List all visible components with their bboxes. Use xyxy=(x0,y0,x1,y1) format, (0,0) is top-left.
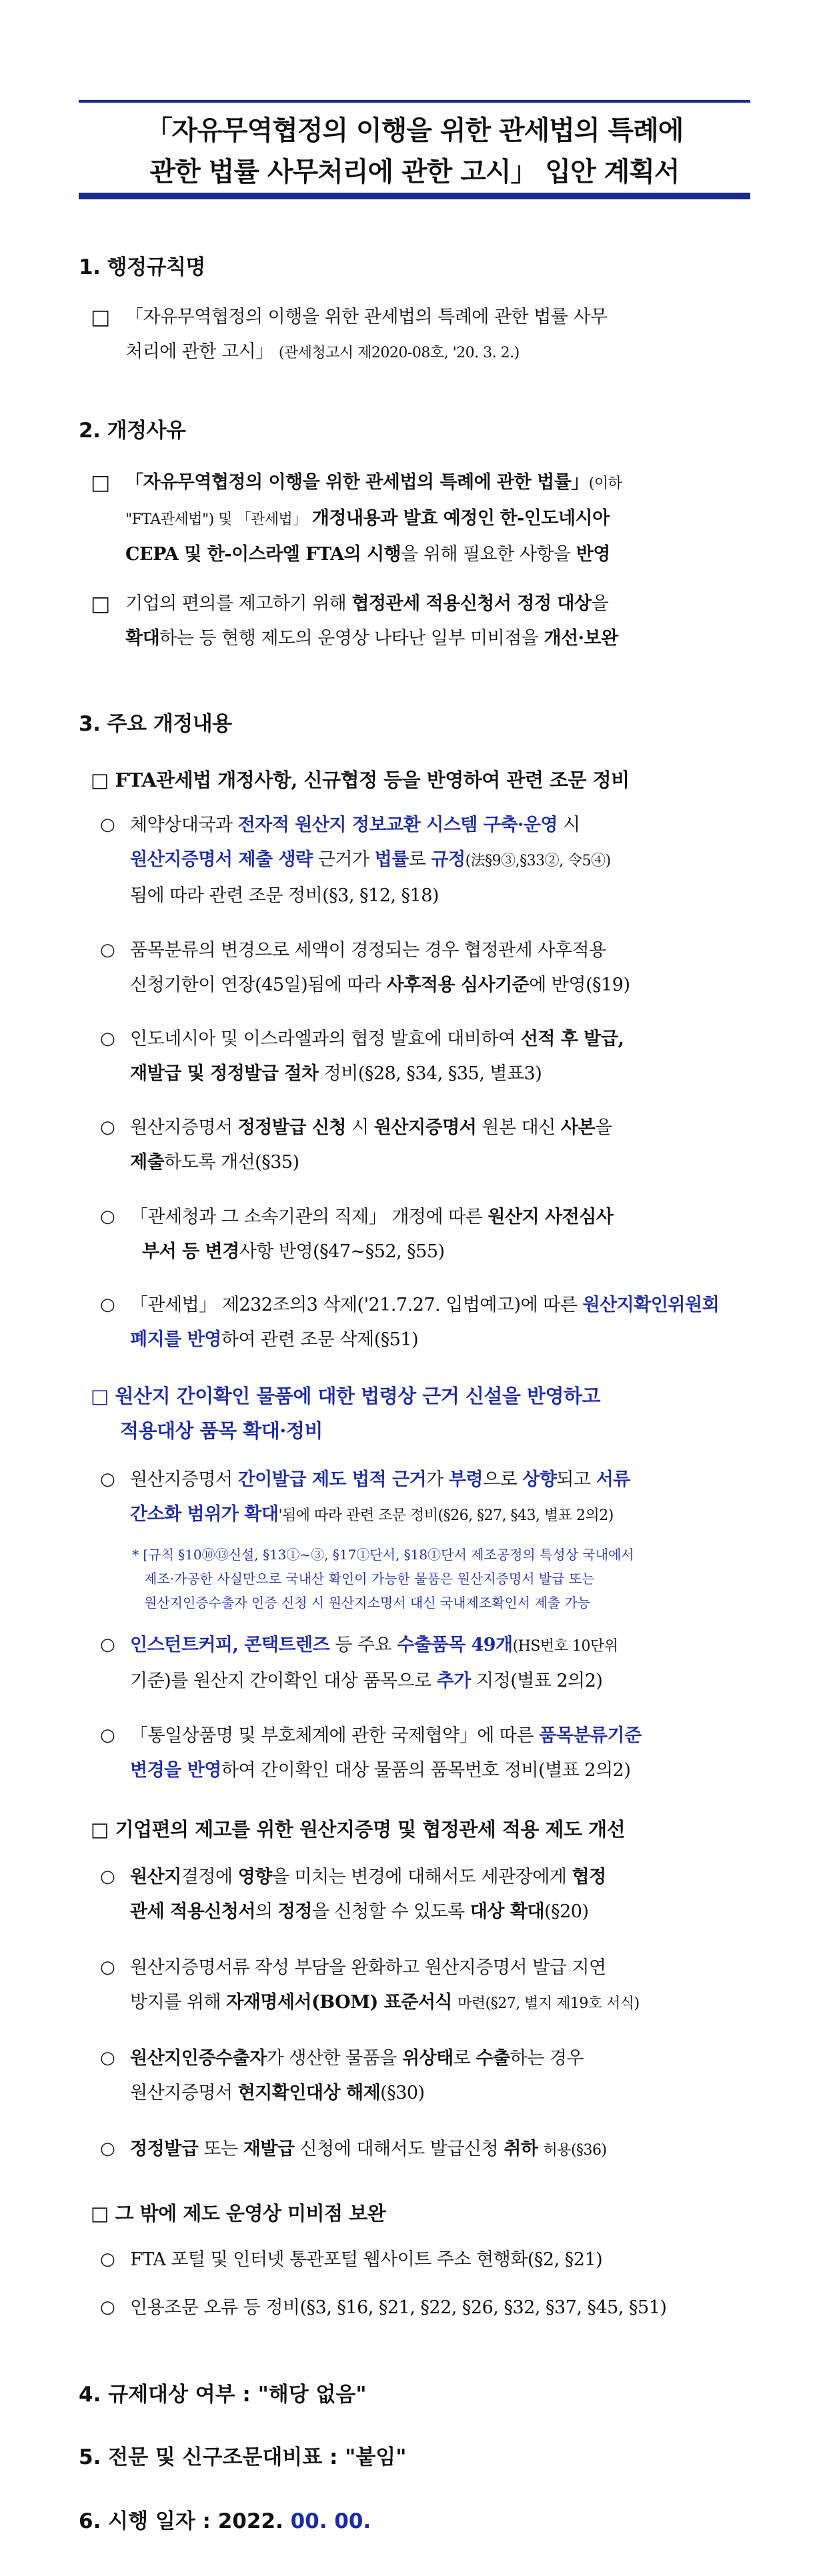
g1-i1-text: 시 xyxy=(563,815,580,835)
g1-i6-line-1 xyxy=(130,1288,757,1323)
s2-item-a xyxy=(125,465,756,572)
g1-i3-text: 정비(§28, §34, §35, 별표3) xyxy=(323,1063,542,1084)
g1-i3-text: 인도네시아 및 이스라엘과의 협정 발효에 대비하여 xyxy=(130,1029,516,1049)
g3-i1-line-2 xyxy=(130,1895,757,1929)
g3-i1-text: 정정 xyxy=(277,1901,312,1922)
g2-note-line-2: 제조·가공한 사실만으로 국내산 확인이 가능한 물품은 원산지증명서 발급 또는 xyxy=(144,1571,595,1587)
g3-i1-text: 을 미치는 변경에 대해서도 세관장에게 xyxy=(271,1867,567,1887)
s1-item-line-2 xyxy=(125,335,756,371)
g2-i1-line-1 xyxy=(130,1463,757,1497)
g2-item-2 xyxy=(130,1628,757,1699)
g1-item-1 xyxy=(130,808,757,913)
g1-i3-line-2 xyxy=(130,1057,757,1091)
g2-footnote xyxy=(132,1543,756,1615)
circle-bullet: ○ xyxy=(100,1867,115,1887)
g3-i1-text: 결정에 xyxy=(181,1867,233,1887)
g1-item-3 xyxy=(130,1022,757,1091)
g1-i6-text: 하여 관련 조문 삭제(§51) xyxy=(221,1329,419,1350)
g3-i3-text: (§30) xyxy=(380,2083,425,2103)
g2-i1-text: 상향 xyxy=(522,1469,557,1490)
circle-bullet: ○ xyxy=(100,2048,115,2068)
g3-i4-text: 또는 xyxy=(203,2139,238,2159)
s2-a-line-1 xyxy=(125,465,756,501)
g1-i5-text: 「관세청과 그 소속기관의 직제」 개정에 따른 xyxy=(130,1207,483,1227)
circle-bullet: ○ xyxy=(100,1957,115,1977)
square-bullet: □ xyxy=(91,769,115,791)
g3-i4-text: 정정발급 xyxy=(130,2139,199,2159)
g1-i1-text: 법률 xyxy=(374,849,409,870)
group-4-heading-text: 그 밖에 제도 운영상 미비점 보완 xyxy=(115,2202,386,2225)
g3-item-2 xyxy=(130,1951,757,2021)
g3-i3-text: 수출 xyxy=(476,2048,510,2069)
group-3-heading xyxy=(91,1815,724,1842)
g3-i3-text: 로 xyxy=(453,2048,471,2069)
g3-i1-line-1 xyxy=(130,1860,757,1895)
s2-b-text: 기업의 편의를 제고하기 위해 xyxy=(125,593,347,614)
title-top-rule xyxy=(79,100,750,103)
s2-a-text: 한-인도네시아 xyxy=(500,508,610,529)
g1-item-5 xyxy=(130,1200,757,1269)
g2-i2-text: 기준)를 원산지 간이확인 대상 품목으로 xyxy=(130,1671,432,1691)
s2-b-text: 을 xyxy=(591,593,609,614)
s2-a-text: "FTA관세법") 및 「관세법」 xyxy=(125,511,307,528)
g1-i4-line-2 xyxy=(130,1145,757,1180)
g2-item-3 xyxy=(130,1719,757,1788)
g2-i2-text: 인스턴트커피, 콘택트렌즈 xyxy=(130,1635,330,1655)
g1-i1-text: 원산지증명서 제출 생략 xyxy=(130,849,313,870)
section-3-heading: 3. 주요 개정내용 xyxy=(79,712,232,736)
g1-i2-text: 사후적용 심사기준 xyxy=(386,975,530,995)
group-2-heading-line-1 xyxy=(91,1379,724,1413)
section-5 xyxy=(79,2440,406,2470)
g3-i3-line-1 xyxy=(130,2041,757,2076)
g2-i1-text: 간소화 범위가 확대 xyxy=(130,1504,279,1525)
section-6 xyxy=(79,2504,371,2534)
g2-i2-text: 수출품목 49개 xyxy=(397,1635,513,1655)
g2-i1-text: 서류 xyxy=(596,1469,630,1490)
g1-i1-text: 로 xyxy=(408,849,426,870)
s2-a-text: (이하 xyxy=(588,475,622,492)
g2-i3-text: 품목분류기준 xyxy=(539,1725,642,1746)
s1-item-ref: (관세청고시 제2020-08호, '20. 3. 2.) xyxy=(278,345,520,361)
g2-i1-text: 되고 xyxy=(556,1469,591,1490)
g3-i2-line-1: 원산지증명서류 작성 부담을 완화하고 원산지증명서 발급 지연 xyxy=(130,1957,606,1978)
g1-i1-text: 근거가 xyxy=(317,849,369,870)
section-6-label: 6. 시행 일자 : 2022. xyxy=(79,2509,283,2533)
title-line-1: 「자유무역협정의 이행을 위한 관세법의 특례에 xyxy=(145,115,684,146)
g2-i1-text: 가 xyxy=(426,1469,444,1490)
group-1-heading-text: FTA관세법 개정사항, 신규협정 등을 반영하여 관련 조문 정비 xyxy=(115,769,630,791)
g2-i3-line-1 xyxy=(130,1719,757,1753)
g1-i4-text: 원본 대신 xyxy=(482,1117,556,1138)
circle-bullet: ○ xyxy=(100,2297,115,2317)
g2-i2-text: (HS번호 10단위 xyxy=(512,1638,618,1655)
s2-item-b xyxy=(125,587,756,656)
s2-b-text: 확대 xyxy=(125,628,160,649)
g3-i3-text: 위상태 xyxy=(402,2048,454,2069)
g2-i1-text: 으로 xyxy=(482,1469,518,1490)
g1-i4-text: 정정발급 신청 xyxy=(237,1117,346,1138)
square-bullet: □ xyxy=(91,305,111,329)
title-bottom-rule xyxy=(79,193,750,199)
s2-b-text: 개선·보완 xyxy=(544,628,618,649)
g3-i4-text: 취하 xyxy=(504,2139,538,2159)
g1-i6-text: 폐지를 반영 xyxy=(130,1329,221,1350)
section-5-value: "붙임" xyxy=(345,2445,407,2469)
g1-i1-line-2 xyxy=(130,843,757,879)
g1-i1-line-3: 됨에 따라 관련 조문 정비(§3, §12, §18) xyxy=(130,885,439,906)
g3-i1-text: 의 xyxy=(255,1901,273,1922)
section-6-date-placeholder: 00. 00. xyxy=(290,2509,371,2533)
g1-i5-text: 원산지 사전심사 xyxy=(488,1207,614,1227)
circle-bullet: ○ xyxy=(100,2139,115,2159)
square-bullet: □ xyxy=(91,2202,115,2225)
g1-i5-line-2 xyxy=(130,1235,757,1269)
g1-i6-text: 원산지확인위원회 xyxy=(582,1295,720,1315)
g1-i4-text: 사본 xyxy=(560,1117,596,1138)
g1-i2-text: 에 반영(§19) xyxy=(529,975,630,995)
s2-a-line-3 xyxy=(125,537,756,572)
g2-i1-line-2 xyxy=(130,1497,757,1533)
g1-i5-text: 부서 등 변경 xyxy=(142,1241,239,1262)
group-3-heading-text: 기업편의 제고를 위한 원산지증명 및 협정관세 적용 제도 개선 xyxy=(115,1818,626,1841)
s2-b-line-1 xyxy=(125,587,756,621)
g2-i1-text: '됨에 따라 관련 조문 정비(§26, §27, §43, 별표 2의2) xyxy=(278,1507,614,1524)
g1-i3-text: 선적 후 발급, xyxy=(520,1029,624,1049)
g3-i2-text: 마련(§27, 별지 제19호 서식) xyxy=(458,1995,640,2012)
g1-i1-text: 전자적 원산지 정보교환 시스템 구축·운영 xyxy=(237,815,558,835)
g4-item-2: 인용조문 오류 등 정비(§3, §16, §21, §22, §26, §32, §37, §45, §51) xyxy=(130,2297,667,2318)
square-bullet: □ xyxy=(91,1818,115,1841)
g2-i2-text: 등 주요 xyxy=(335,1635,392,1655)
circle-bullet: ○ xyxy=(100,2249,115,2269)
g1-i4-text: 시 xyxy=(351,1117,369,1138)
section-4-label: 4. 규제대상 여부 : xyxy=(79,2383,251,2407)
g3-i1-text: 을 신청할 수 있도록 xyxy=(311,1901,465,1922)
section-5-label: 5. 전문 및 신구조문대비표 : xyxy=(79,2445,338,2469)
g1-i5-line-1 xyxy=(130,1200,757,1235)
g1-i4-text: 하도록 개선(§35) xyxy=(164,1152,299,1173)
g3-i1-text: 관세 적용신청서 xyxy=(130,1901,255,1922)
g3-i3-text: 원산지인증수출자 xyxy=(130,2048,267,2069)
document-title xyxy=(79,110,750,193)
g2-item-1 xyxy=(130,1463,757,1533)
circle-bullet: ○ xyxy=(100,1207,115,1227)
circle-bullet: ○ xyxy=(100,1725,115,1745)
s2-a-text: 반영 xyxy=(576,544,610,565)
g2-note-line-3: 원산지인증수출자 인증 신청 시 원산지소명서 대신 국내제조확인서 제출 가능 xyxy=(144,1595,591,1611)
g1-i1-line-1 xyxy=(130,808,757,843)
g1-i1-text: 규정 xyxy=(431,849,466,870)
g2-i3-text: 하여 간이확인 대상 물품의 품목번호 정비(별표 2의2) xyxy=(221,1760,631,1781)
group-2-heading-line-2: 적용대상 품목 확대·정비 xyxy=(120,1419,323,1442)
square-bullet: □ xyxy=(91,1385,115,1407)
g3-i1-text: (§20) xyxy=(544,1901,589,1922)
s2-a-text: 개정내용과 발효 예정인 xyxy=(311,508,495,529)
g3-i3-text: 하는 경우 xyxy=(510,2048,584,2069)
g1-item-4 xyxy=(130,1111,757,1180)
section-4 xyxy=(79,2377,366,2407)
g1-i2-line-1: 품목분류의 변경으로 세액이 경정되는 경우 협정관세 사후적용 xyxy=(130,940,606,961)
g2-i1-text: 원산지증명서 xyxy=(130,1469,233,1490)
group-2-heading xyxy=(91,1379,724,1448)
s2-b-line-2 xyxy=(125,621,756,656)
group-2-heading-text: 원산지 간이확인 물품에 대한 법령상 근거 신설을 반영하고 xyxy=(115,1385,601,1407)
g1-i6-line-2 xyxy=(130,1323,757,1357)
s1-item-name: 처리에 관한 고시」 xyxy=(125,341,273,362)
title-line-2: 관한 법률 사무처리에 관한 고시」 입안 계획서 xyxy=(149,157,680,187)
group-4-heading xyxy=(91,2199,724,2226)
s2-a-text: 을 위해 필요한 사항을 xyxy=(401,544,571,565)
s2-a-text: 「자유무역협정의 이행을 위한 관세법의 특례에 관한 법률」 xyxy=(125,472,589,493)
section-4-value: "해당 없음" xyxy=(257,2383,367,2407)
g2-i2-text: 추가 xyxy=(436,1671,471,1691)
g1-i4-line-1 xyxy=(130,1111,757,1145)
g3-i3-line-2 xyxy=(130,2076,757,2111)
circle-bullet: ○ xyxy=(100,1295,115,1315)
s1-item-line-1: 「자유무역협정의 이행을 위한 관세법의 특례에 관한 법률 사무 xyxy=(125,307,608,327)
g1-i4-text: 원산지증명서 xyxy=(130,1117,233,1138)
g2-i2-line-2 xyxy=(130,1664,757,1699)
g1-item-2 xyxy=(130,933,757,1003)
g1-i1-text: (法§9③,§33②, 令5④) xyxy=(465,853,611,869)
g1-i5-text: 사항 반영(§47~§52, §55) xyxy=(239,1241,445,1262)
g3-i4-text: 재발급 xyxy=(243,2139,295,2159)
g2-i2-text: 지정(별표 2의2) xyxy=(476,1671,603,1691)
circle-bullet: ○ xyxy=(100,1029,115,1049)
g4-item-1: FTA 포털 및 인터넷 통관포털 웹사이트 주소 현행화(§2, §21) xyxy=(130,2249,603,2270)
g3-item-4 xyxy=(130,2132,757,2168)
g3-item-1 xyxy=(130,1860,757,1929)
s2-a-text: CEPA 및 한-이스라엘 FTA의 시행 xyxy=(125,544,401,565)
circle-bullet: ○ xyxy=(100,1117,115,1137)
g1-i3-text: 재발급 및 정정발급 절차 xyxy=(130,1063,319,1084)
group-1-heading xyxy=(91,765,724,793)
g2-i3-line-2 xyxy=(130,1753,757,1788)
g2-i2-line-1 xyxy=(130,1628,757,1664)
section-1-heading: 1. 행정규칙명 xyxy=(79,255,205,279)
s2-b-text: 협정관세 적용신청서 정정 대상 xyxy=(351,593,592,614)
s1-item xyxy=(125,300,756,371)
g2-i3-text: 「통일상품명 및 부호체계에 관한 국제협약」에 따른 xyxy=(130,1725,534,1746)
g3-i4-text: 허용(§36) xyxy=(543,2142,607,2159)
g3-i1-text: 협정 xyxy=(572,1867,606,1887)
g3-i4-line-1 xyxy=(130,2132,757,2168)
g1-i4-text: 제출 xyxy=(130,1152,165,1173)
g3-i2-line-2 xyxy=(130,1985,757,2021)
g3-i2-text: 방지를 위해 xyxy=(130,1992,221,2013)
g1-i1-text: 체약상대국과 xyxy=(130,815,233,835)
g3-item-3 xyxy=(130,2041,757,2111)
g1-i6-text: 「관세법」 제232조의3 삭제('21.7.27. 입법예고)에 따른 xyxy=(130,1295,578,1315)
square-bullet: □ xyxy=(91,471,111,495)
g3-i3-text: 가 생산한 물품을 xyxy=(266,2048,397,2069)
g1-i2-text: 신청기한이 연장(45일)됨에 따라 xyxy=(130,975,381,995)
g3-i2-text: 자재명세서(BOM) 표준서식 xyxy=(226,1992,453,2013)
g1-item-6 xyxy=(130,1288,757,1357)
g3-i1-text: 대상 확대 xyxy=(470,1901,545,1922)
g1-i3-line-1 xyxy=(130,1022,757,1057)
g3-i3-text: 현지확인대상 해제 xyxy=(237,2083,381,2103)
section-2-heading: 2. 개정사유 xyxy=(79,419,186,443)
g3-i4-text: 신청에 대해서도 발급신청 xyxy=(299,2139,499,2159)
g3-i1-text: 영향 xyxy=(237,1867,272,1887)
square-bullet: □ xyxy=(91,592,111,616)
g3-i3-text: 원산지증명서 xyxy=(130,2083,233,2103)
circle-bullet: ○ xyxy=(100,1635,115,1655)
g3-i1-text: 원산지 xyxy=(130,1867,181,1887)
g1-i4-text: 을 xyxy=(595,1117,612,1138)
circle-bullet: ○ xyxy=(100,815,115,835)
s2-b-text: 하는 등 현행 제도의 운영상 나타난 일부 미비점을 xyxy=(159,628,539,649)
g1-i4-text: 원산지증명서 xyxy=(373,1117,477,1138)
g2-i1-text: 부령 xyxy=(448,1469,483,1490)
circle-bullet: ○ xyxy=(100,1469,115,1489)
g2-i1-text: 간이발급 제도 법적 근거 xyxy=(237,1469,427,1490)
g1-i2-line-2 xyxy=(130,968,757,1003)
circle-bullet: ○ xyxy=(100,940,115,960)
g2-note-line-1: * [규칙 §10⑩⑬신설, §13①~③, §17①단서, §18①단서 제조공정의 특성상 국내에서 xyxy=(132,1547,634,1563)
s2-a-line-2 xyxy=(125,501,756,537)
g2-i3-text: 변경을 반영 xyxy=(130,1760,221,1781)
